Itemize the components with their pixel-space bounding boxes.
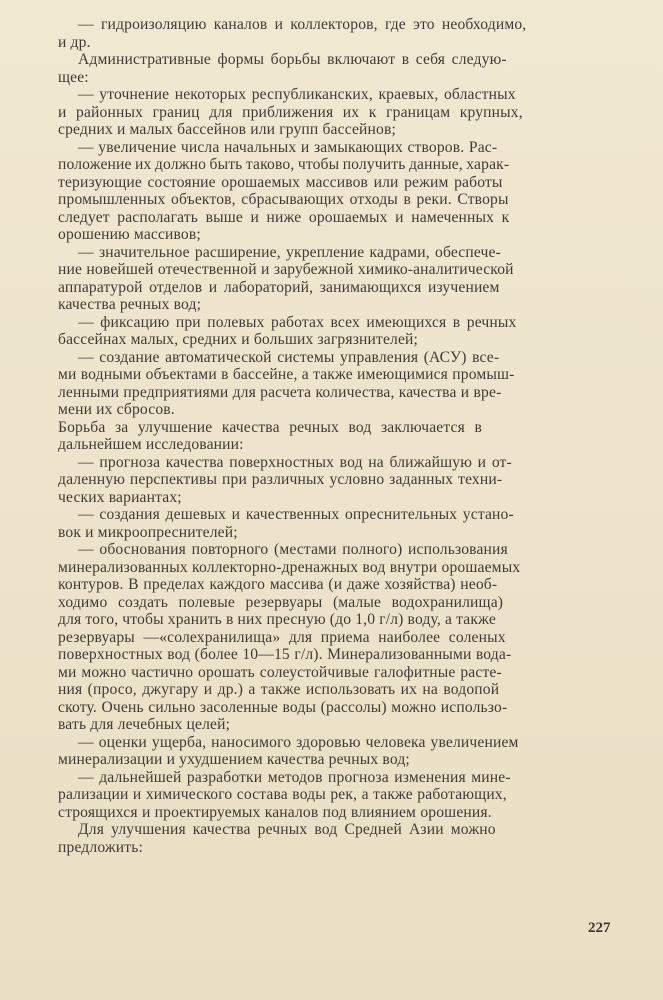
text-line: — уточнение некоторых республиканских, краевых, областных [78,86,516,103]
text-line: — оценки ущерба, наносимого здоровью человека увеличением [78,733,519,751]
text-line: аппаратурой отделов и лабораторий, занимающихся изучением [58,278,500,296]
text-line: строящихся и проектируемых каналов под влиянием орошения. [58,803,492,821]
text-line: — обоснования повторного (местами полного) использования [78,541,508,558]
text-line: для того, чтобы хранить в них пресную (до 1,0 г/л) воду, а также [58,611,496,628]
text-line: — прогноза качества поверхностных вод на ближайшую и от- [78,453,512,471]
text-line: ческих вариантах; [58,488,182,506]
text-line: и районных границ для приближения их к границам крупных, [58,103,523,121]
text-line: ми водными объектами в бассейне, а также имеющимися промыш- [58,366,515,383]
text-line: контуров. В пределах каждого массива (и даже хозяйства) необ- [58,576,498,593]
text-line: — создание автоматической системы управления (АСУ) все- [78,348,500,366]
text-line: — дальнейшей разработки методов прогноза изменения мине- [78,768,511,786]
text-line: Административные формы борьбы включают в себя следую- [78,51,507,68]
text-line: теризующие состояние орошаемых массивов или режим работы [58,173,503,191]
text-line: качества речных вод; [58,296,202,313]
text-line: бассейнах малых, средних и больших загрязнителей; [58,331,419,348]
text-line: скоту. Очень сильно засоленные воды (рассолы) можно использо- [58,698,508,716]
text-line: рализации и химического состава воды рек, а также работающих, [58,786,507,803]
text-line: положение их должно быть таково, чтобы получить данные, харак- [58,156,510,173]
text-line: Борьба за улучшение качества речных вод заключается в [58,418,482,436]
text-line: — фиксацию при полевых работах всех имеющихся в речных [78,313,517,331]
text-line: резервуары —«солехранилища» для приема наиболее соленых [58,628,506,646]
page-number: 227 [588,920,611,936]
text-line: поверхностных вод (более 10—15 г/л). Минерализованными вода- [58,646,512,663]
text-line: дальнейшем исследовании: [58,436,244,453]
text-line: — увеличение числа начальных и замыкающих створов. Рас- [78,138,498,156]
text-line: даленную перспективы при различных условно заданных техни- [58,471,503,488]
body-text [58,16,620,856]
text-line: ния (просо, джугару и др.) а также использовать их на водопой [58,681,500,698]
text-line: орошению массивов; [58,226,201,243]
text-line: и др. [58,33,91,51]
text-line: предложить: [58,838,144,856]
text-line: промышленных объектов, сбрасывающих отходы в реки. Створы [58,191,509,208]
text-line: следует располагать выше и ниже орошаемых и намеченных к [58,208,510,226]
text-line: минерализованных коллекторно-дренажных вод внутри орошаемых [58,558,521,576]
text-line: ходимо создать полевые резервуары (малые водохранилища) [58,593,504,611]
text-line: щее: [58,68,89,86]
text-line: ленными предприятиями для расчета количества, качества и вре- [58,383,502,401]
text-line: — гидроизоляцию каналов и коллекторов, где это необходимо, [78,16,527,33]
text-line: ми можно частично орошать солеустойчивые галофитные расте- [58,663,502,681]
text-line: — создания дешевых и качественных опреснительных устано- [78,506,514,523]
text-line: мени их сбросов. [58,401,175,418]
text-line: Для улучшения качества речных вод Средней Азии можно [78,821,496,838]
text-line: вать для лечебных целей; [58,716,231,733]
text-line: средних и малых бассейнов или групп бассейнов; [58,121,396,138]
text-line: ние новейшей отечественной и зарубежной химико-аналитической [58,261,514,278]
text-line: — значительное расширение, укрепление кадрами, обеспече- [78,243,501,261]
text-line: минерализации и ухудшением качества речных вод; [58,751,410,768]
text-line: вок и микроопреснителей; [58,523,238,541]
